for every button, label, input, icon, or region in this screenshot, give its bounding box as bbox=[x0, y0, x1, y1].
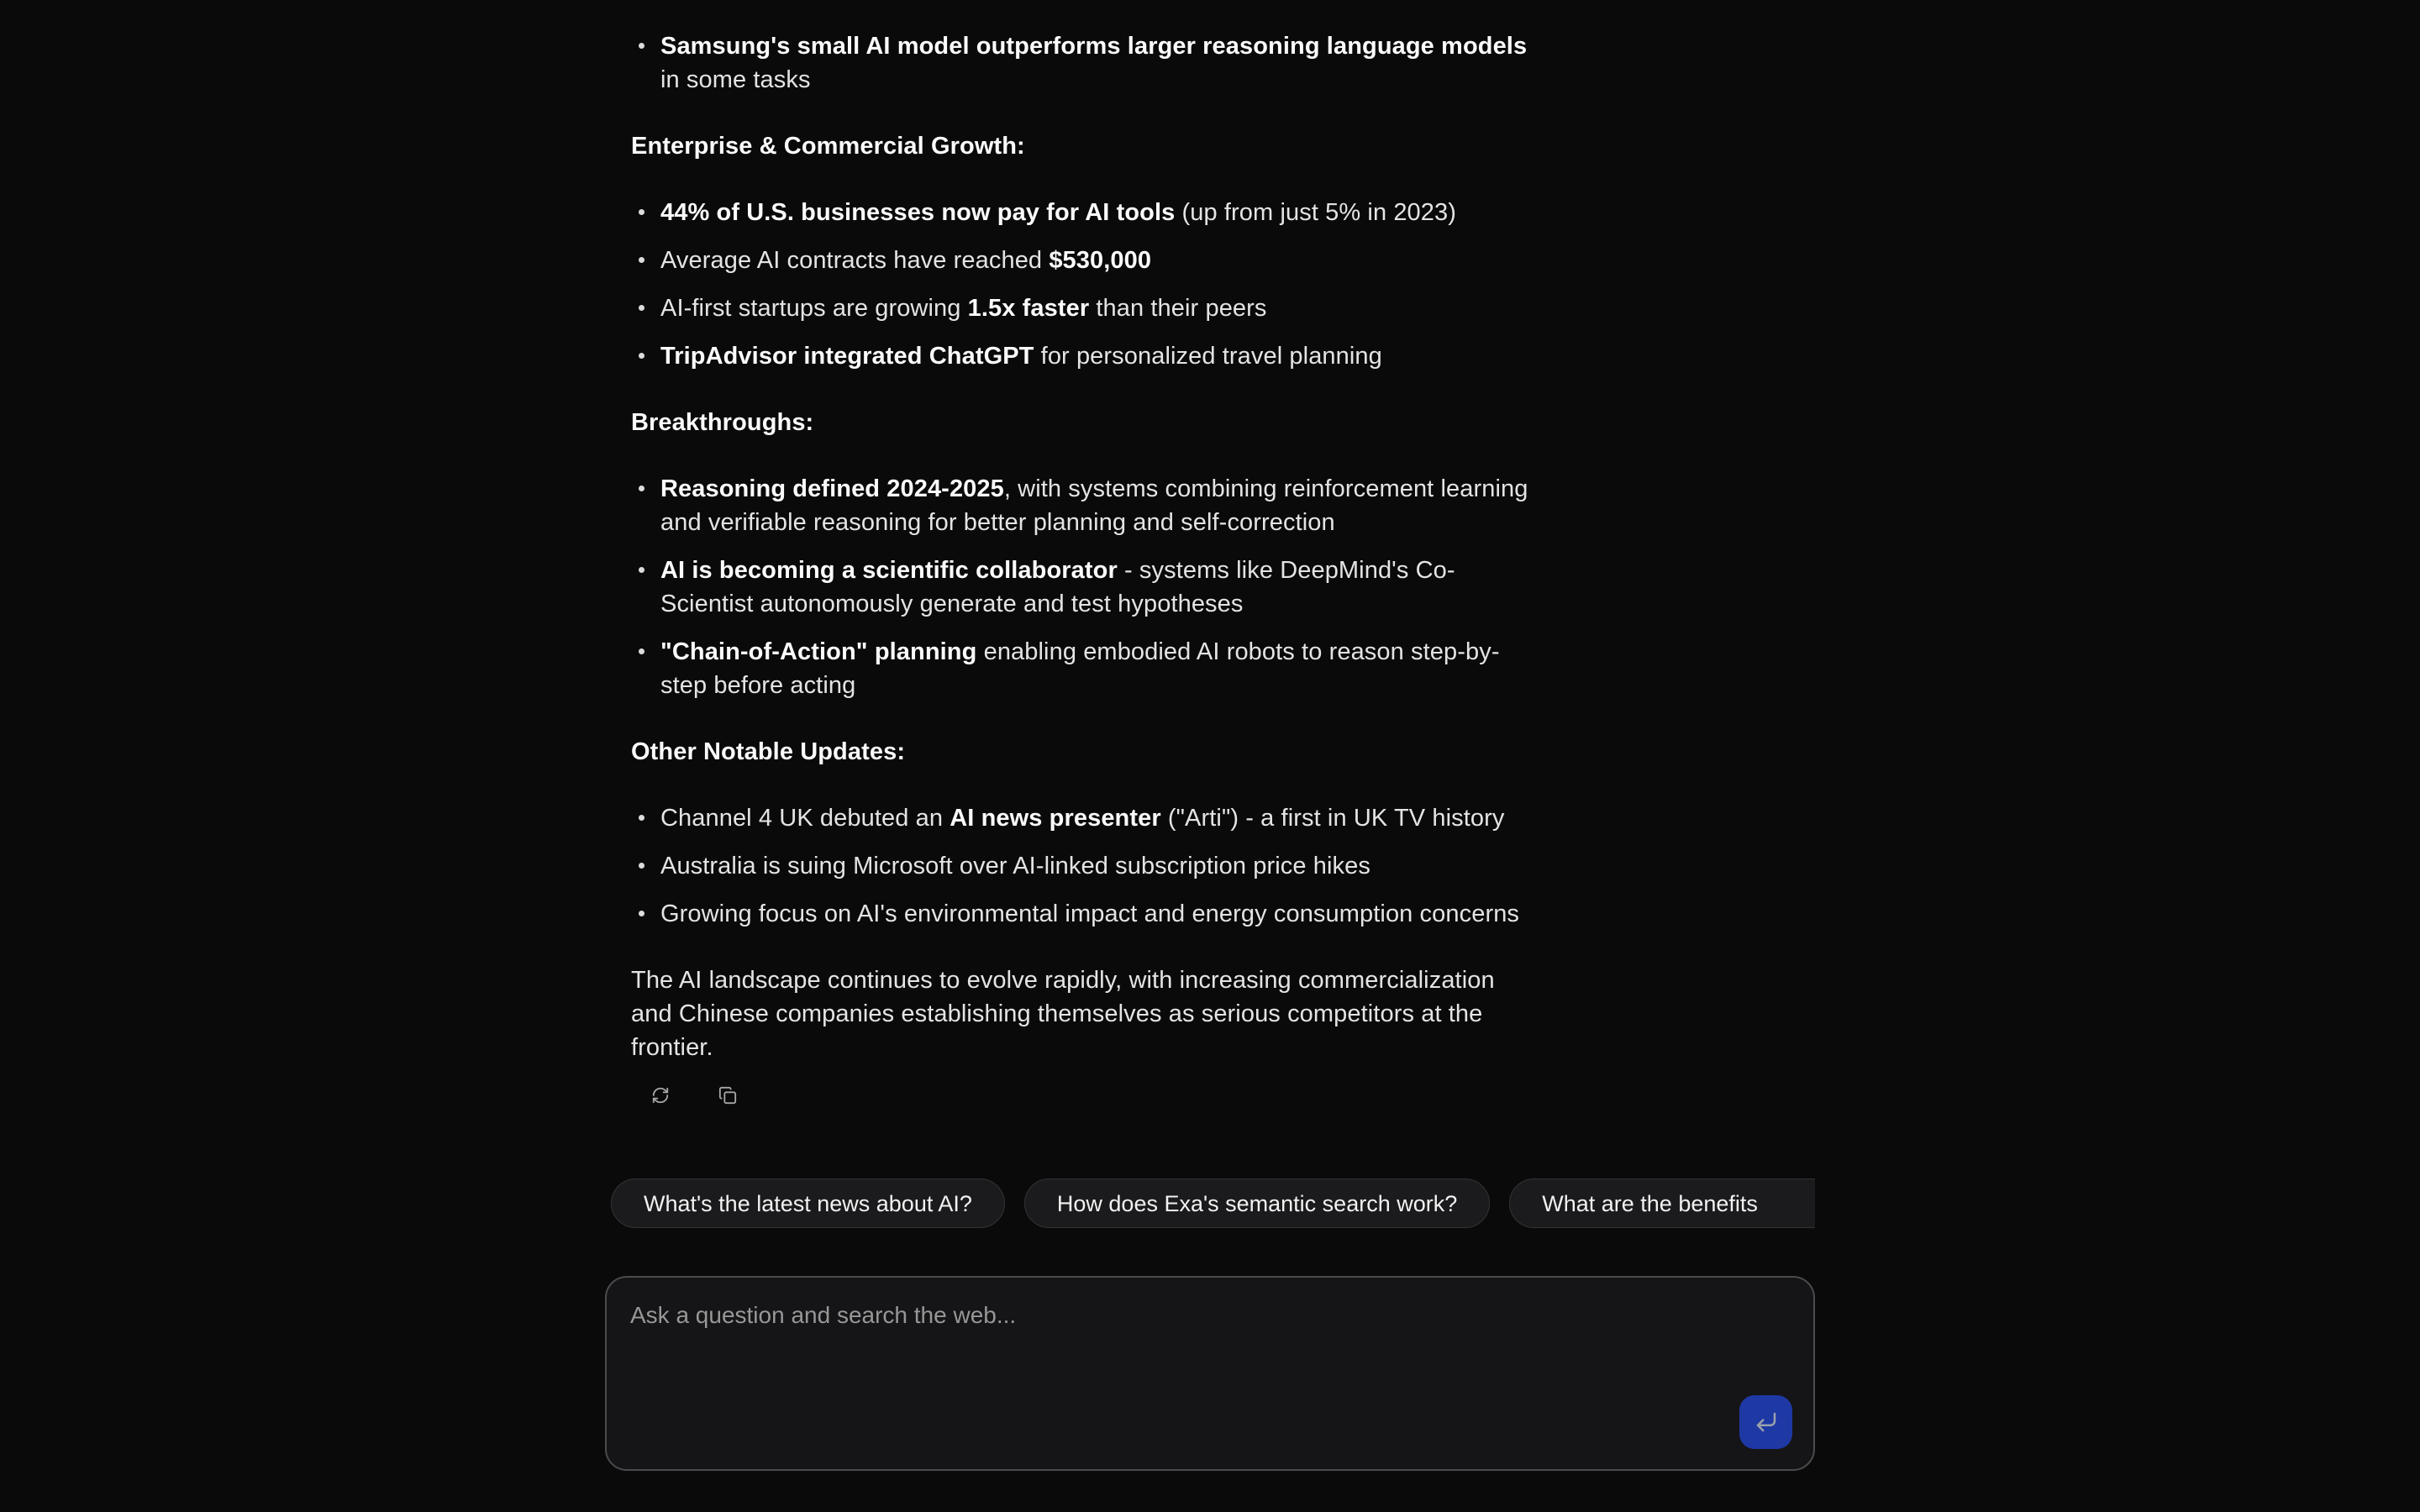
bullet-item: Growing focus on AI's environmental impact and energy consumption concerns bbox=[631, 897, 1534, 931]
bullet-item: Reasoning defined 2024-2025, with systems combining reinforcement learning and verifiable reasoning for better planning and self-correction bbox=[631, 472, 1534, 539]
bullet-item: AI-first startups are growing 1.5x faster than their peers bbox=[631, 291, 1534, 325]
bullet-item: Average AI contracts have reached $530,000 bbox=[631, 244, 1534, 277]
bullet-item: Samsung's small AI model outperforms larger reasoning language models in some tasks bbox=[631, 29, 1534, 97]
bullet-list bbox=[631, 196, 1534, 373]
message-actions bbox=[651, 1086, 1534, 1105]
assistant-message-body bbox=[631, 29, 1534, 1064]
return-icon bbox=[1754, 1410, 1779, 1435]
bullet-list bbox=[631, 472, 1534, 702]
composer bbox=[605, 1276, 1815, 1471]
chat-column bbox=[605, 0, 1815, 1512]
bullet-item: TripAdvisor integrated ChatGPT for personalized travel planning bbox=[631, 339, 1534, 373]
bullet-item: "Chain-of-Action" planning enabling embodied AI robots to reason step-by-step before acting bbox=[631, 635, 1534, 702]
copy-button[interactable] bbox=[718, 1086, 737, 1105]
suggestion-pill[interactable]: How does Exa's semantic search work? bbox=[1024, 1179, 1490, 1228]
bullet-item: Australia is suing Microsoft over AI-linked subscription price hikes bbox=[631, 849, 1534, 883]
bullet-item: AI is becoming a scientific collaborator - systems like DeepMind's Co-Scientist autonomously generate and test hypotheses bbox=[631, 554, 1534, 621]
section-heading: Breakthroughs: bbox=[631, 409, 814, 436]
suggestion-pill[interactable]: What's the latest news about AI? bbox=[611, 1179, 1005, 1228]
refresh-icon bbox=[651, 1086, 670, 1105]
suggestion-pill[interactable]: What are the benefits bbox=[1509, 1179, 1815, 1228]
closing-paragraph: The AI landscape continues to evolve rapidly, with increasing commercialization and Chinese companies establishing themselves as serious competitors at the frontier. bbox=[631, 967, 1495, 1061]
chat-input[interactable] bbox=[607, 1278, 1813, 1469]
assistant-message bbox=[631, 29, 1534, 1105]
bullet-list bbox=[631, 801, 1534, 931]
copy-icon bbox=[718, 1086, 737, 1105]
section-heading: Enterprise & Commercial Growth: bbox=[631, 133, 1025, 160]
section-heading: Other Notable Updates: bbox=[631, 738, 906, 765]
bullet-item: Channel 4 UK debuted an AI news presenter ("Arti") - a first in UK TV history bbox=[631, 801, 1534, 835]
bullet-list bbox=[631, 29, 1534, 97]
regenerate-button[interactable] bbox=[651, 1086, 670, 1105]
bullet-item: 44% of U.S. businesses now pay for AI tools (up from just 5% in 2023) bbox=[631, 196, 1534, 229]
suggested-questions-row bbox=[611, 1179, 1815, 1229]
submit-button[interactable] bbox=[1739, 1395, 1792, 1449]
